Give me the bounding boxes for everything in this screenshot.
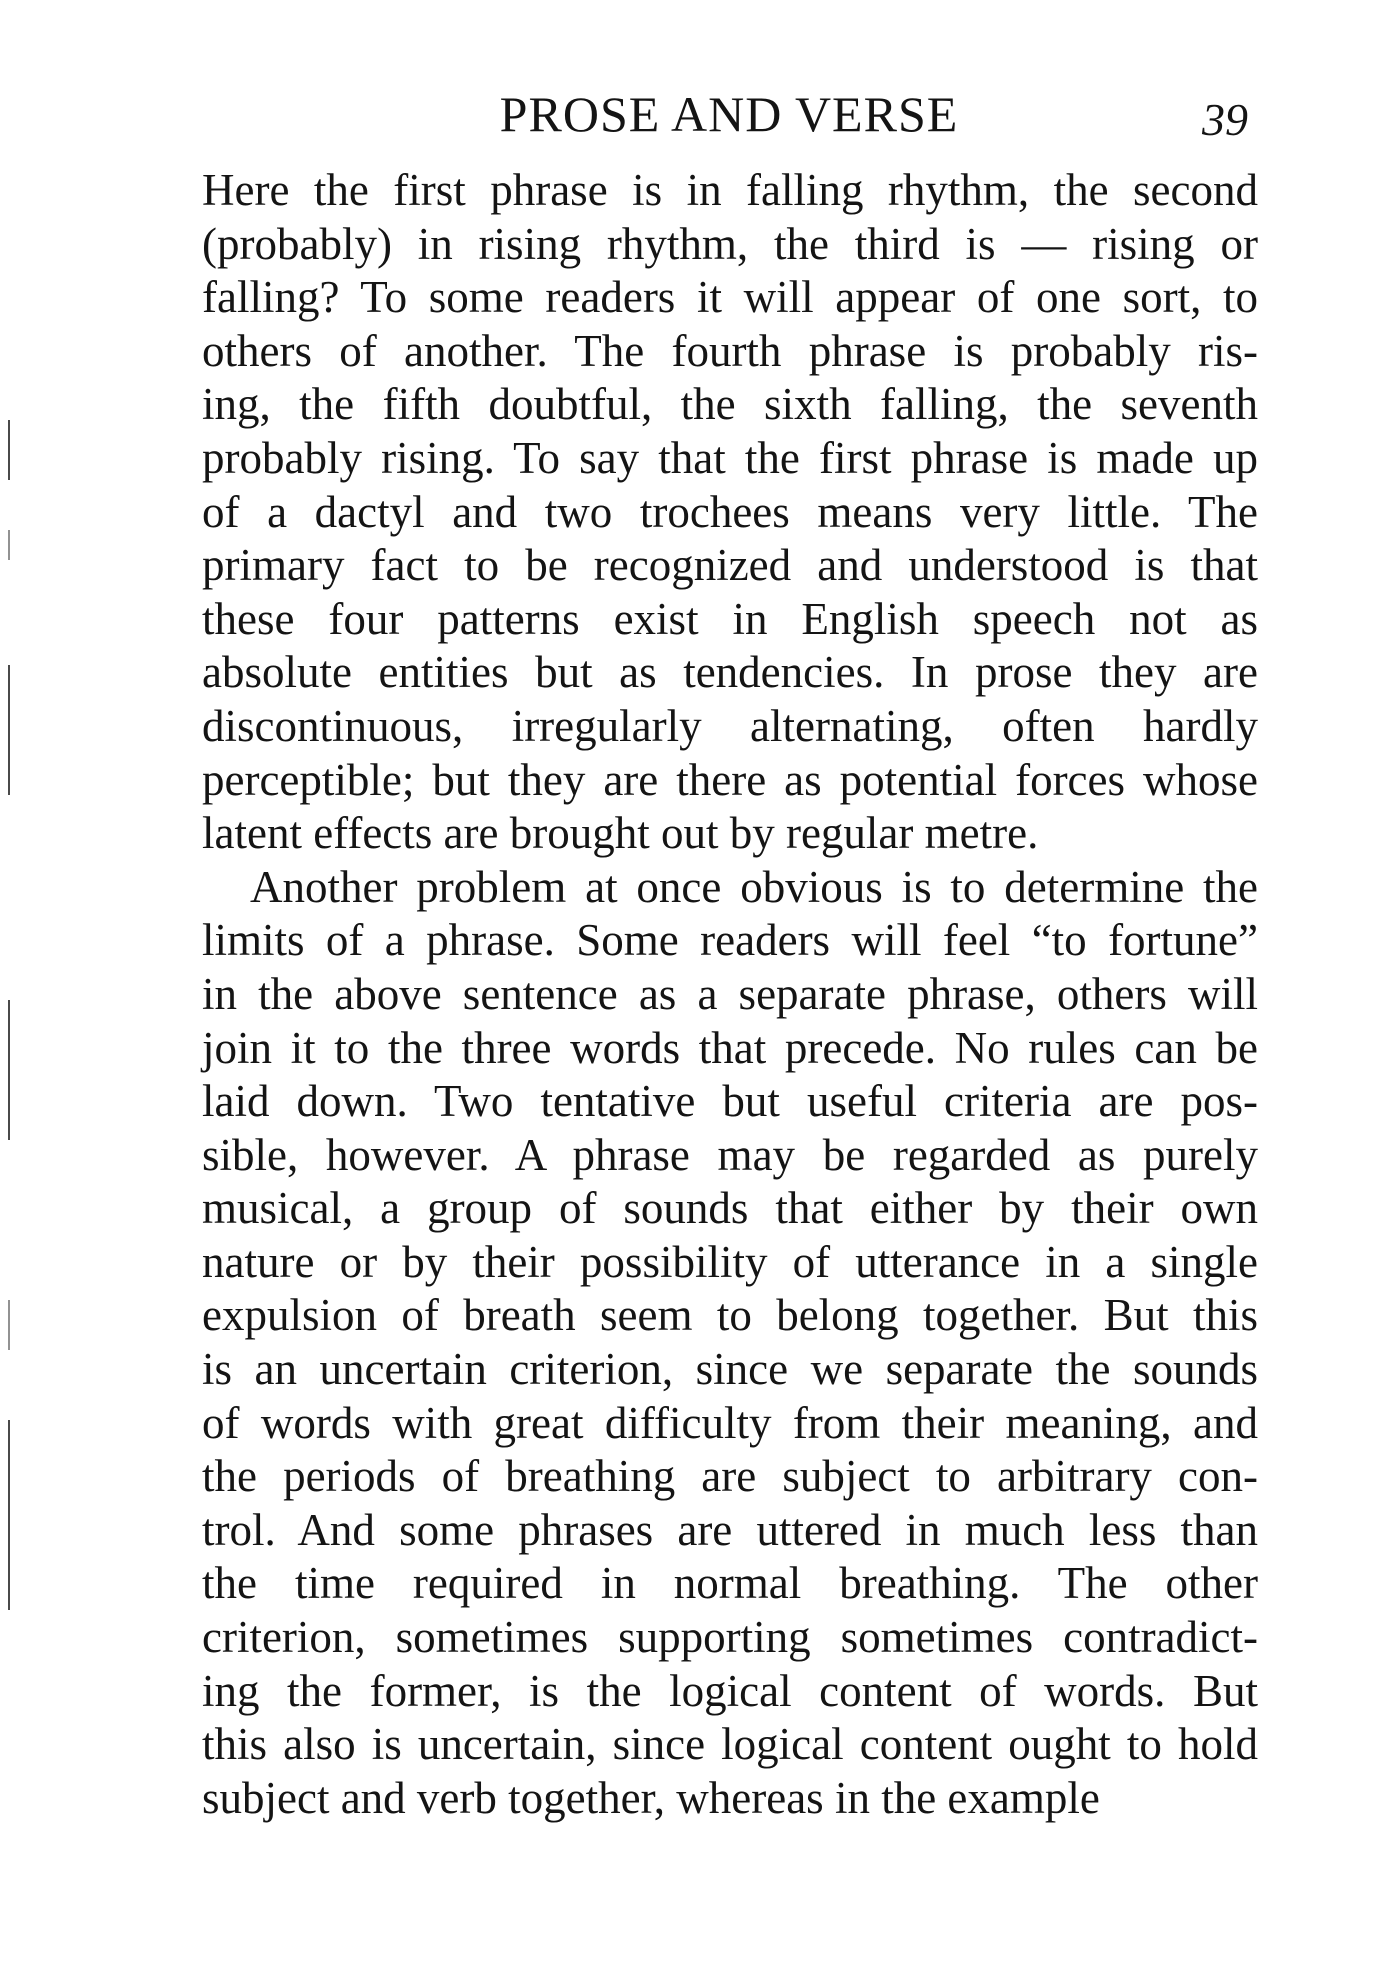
text-line: primary fact to be recognized and understood is that <box>202 540 1258 591</box>
text-line: discontinuous, irregularly alternating, often hardly <box>202 700 1258 751</box>
text-line: of a dactyl and two trochees means very little. The <box>202 486 1258 537</box>
running-head <box>200 84 1258 154</box>
text-line: trol. And some phrases are uttered in much less than <box>202 1504 1258 1555</box>
text-line: Here the first phrase is in falling rhythm, the second <box>202 165 1258 215</box>
text-line: Another problem at once obvious is to determine the <box>250 861 1258 912</box>
scan-margin-artifacts <box>0 0 30 1961</box>
text-line: expulsion of breath seem to belong together. But this <box>202 1290 1258 1341</box>
text-line: others of another. The fourth phrase is probably ris- <box>202 325 1258 376</box>
scan-mark <box>8 1300 10 1350</box>
scan-mark <box>8 530 10 560</box>
text-line: nature or by their possibility of utterance in a single <box>202 1236 1258 1287</box>
text-line: limits of a phrase. Some readers will feel “to fortune” <box>202 915 1258 966</box>
text-line: falling? To some readers it will appear of one sort, to <box>202 272 1258 323</box>
text-line: ing, the fifth doubtful, the sixth falling, the seventh <box>202 379 1258 430</box>
paragraph <box>202 861 1258 1826</box>
text-line: is an uncertain criterion, since we separate the sounds <box>202 1344 1258 1395</box>
scan-mark <box>8 665 10 795</box>
text-line: latent effects are brought out by regular metre. <box>202 808 1039 859</box>
scan-mark <box>8 1420 10 1610</box>
text-line: musical, a group of sounds that either by their own <box>202 1183 1258 1234</box>
text-line: absolute entities but as tendencies. In prose they are <box>202 647 1258 698</box>
scan-mark <box>8 1000 10 1140</box>
scan-mark <box>8 420 10 480</box>
page-number: 39 <box>1202 94 1248 145</box>
text-line: probably rising. To say that the first phrase is made up <box>202 432 1258 483</box>
text-line: in the above sentence as a separate phrase, others will <box>202 968 1258 1019</box>
text-line: subject and verb together, whereas in the example <box>202 1772 1100 1823</box>
text-line: criterion, sometimes supporting sometimes contradict- <box>202 1612 1258 1663</box>
running-title: PROSE AND VERSE <box>499 86 959 142</box>
text-line: these four patterns exist in English speech not as <box>202 593 1258 644</box>
paragraph <box>202 164 1258 861</box>
text-line: laid down. Two tentative but useful criteria are pos- <box>202 1076 1258 1127</box>
text-line: perceptible; but they are there as potential forces whose <box>202 754 1258 805</box>
body-text <box>202 164 1258 1825</box>
text-line: the time required in normal breathing. The other <box>202 1558 1258 1609</box>
text-line: sible, however. A phrase may be regarded as purely <box>202 1129 1258 1180</box>
text-line: the periods of breathing are subject to arbitrary con- <box>202 1451 1258 1502</box>
text-line: of words with great difficulty from their meaning, and <box>202 1397 1258 1448</box>
text-line: (probably) in rising rhythm, the third is — rising or <box>202 218 1258 269</box>
text-line: this also is uncertain, since logical content ought to hold <box>202 1719 1258 1770</box>
text-line: ing the former, is the logical content of words. But <box>202 1665 1258 1716</box>
text-line: join it to the three words that precede. No rules can be <box>202 1022 1258 1073</box>
